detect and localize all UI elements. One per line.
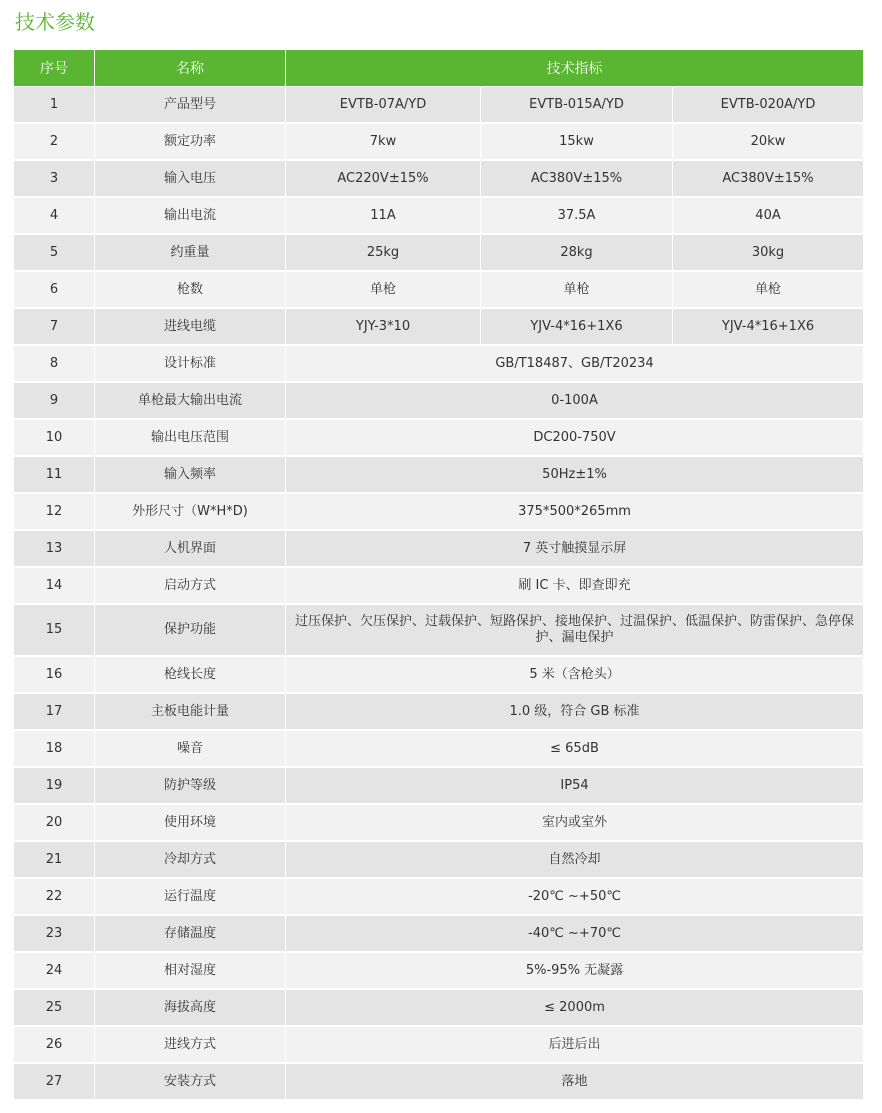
row-name-cell: 约重量 <box>95 235 286 272</box>
table-row <box>14 531 863 568</box>
row-name-cell: 人机界面 <box>95 531 286 568</box>
row-name-cell: 设计标准 <box>95 346 286 383</box>
spec-table <box>14 50 863 1101</box>
row-value-cell: 5 米（含枪头） <box>286 657 863 694</box>
row-value-cell: 落地 <box>286 1064 863 1101</box>
row-number-cell: 16 <box>14 657 95 694</box>
table-row <box>14 272 863 309</box>
row-value-cell: 20kw <box>673 124 863 161</box>
row-number-cell: 25 <box>14 990 95 1027</box>
row-name-cell: 冷却方式 <box>95 842 286 879</box>
row-value-cell: 单枪 <box>481 272 673 309</box>
row-value-cell: 0-100A <box>286 383 863 420</box>
row-value-cell: 11A <box>286 198 481 235</box>
row-value-cell: 5%-95% 无凝露 <box>286 953 863 990</box>
row-number-cell: 23 <box>14 916 95 953</box>
row-value-cell: 28kg <box>481 235 673 272</box>
table-row <box>14 420 863 457</box>
header-no: 序号 <box>14 50 95 87</box>
row-name-cell: 启动方式 <box>95 568 286 605</box>
row-number-cell: 6 <box>14 272 95 309</box>
row-name-cell: 主板电能计量 <box>95 694 286 731</box>
row-number-cell: 3 <box>14 161 95 198</box>
row-number-cell: 26 <box>14 1027 95 1064</box>
header-spec: 技术指标 <box>286 50 863 87</box>
table-header-row <box>14 50 863 87</box>
table-row <box>14 235 863 272</box>
table-row <box>14 494 863 531</box>
row-name-cell: 防护等级 <box>95 768 286 805</box>
row-name-cell: 海拔高度 <box>95 990 286 1027</box>
row-value-cell: GB/T18487、GB/T20234 <box>286 346 863 383</box>
row-number-cell: 19 <box>14 768 95 805</box>
row-value-cell: 25kg <box>286 235 481 272</box>
row-number-cell: 22 <box>14 879 95 916</box>
row-value-cell: YJY-3*10 <box>286 309 481 346</box>
row-value-cell: 7kw <box>286 124 481 161</box>
table-row <box>14 990 863 1027</box>
row-number-cell: 2 <box>14 124 95 161</box>
row-value-cell: ≤ 65dB <box>286 731 863 768</box>
row-value-cell: -20℃ ~+50℃ <box>286 879 863 916</box>
row-value-cell: 自然冷却 <box>286 842 863 879</box>
table-row <box>14 87 863 124</box>
row-name-cell: 输入电压 <box>95 161 286 198</box>
row-name-cell: 噪音 <box>95 731 286 768</box>
row-value-cell: AC380V±15% <box>481 161 673 198</box>
table-row <box>14 842 863 879</box>
table-row <box>14 805 863 842</box>
table-row <box>14 768 863 805</box>
table-row <box>14 694 863 731</box>
row-name-cell: 额定功率 <box>95 124 286 161</box>
header-name: 名称 <box>95 50 286 87</box>
table-row <box>14 605 863 657</box>
row-number-cell: 18 <box>14 731 95 768</box>
row-value-cell: 30kg <box>673 235 863 272</box>
row-number-cell: 1 <box>14 87 95 124</box>
row-name-cell: 相对湿度 <box>95 953 286 990</box>
row-value-cell: ≤ 2000m <box>286 990 863 1027</box>
row-number-cell: 21 <box>14 842 95 879</box>
row-number-cell: 4 <box>14 198 95 235</box>
row-value-cell: 刷 IC 卡、即查即充 <box>286 568 863 605</box>
row-name-cell: 枪数 <box>95 272 286 309</box>
row-value-cell: 375*500*265mm <box>286 494 863 531</box>
row-value-cell: 1.0 级，符合 GB 标准 <box>286 694 863 731</box>
row-number-cell: 15 <box>14 605 95 657</box>
table-row <box>14 879 863 916</box>
table-row <box>14 124 863 161</box>
row-value-cell: YJV-4*16+1X6 <box>673 309 863 346</box>
row-value-cell: 40A <box>673 198 863 235</box>
page-title: 技术参数 <box>15 10 95 34</box>
row-name-cell: 输出电流 <box>95 198 286 235</box>
row-number-cell: 12 <box>14 494 95 531</box>
row-name-cell: 进线电缆 <box>95 309 286 346</box>
table-row <box>14 657 863 694</box>
row-name-cell: 输出电压范围 <box>95 420 286 457</box>
row-name-cell: 保护功能 <box>95 605 286 657</box>
table-row <box>14 346 863 383</box>
row-value-cell: AC220V±15% <box>286 161 481 198</box>
row-number-cell: 11 <box>14 457 95 494</box>
row-number-cell: 10 <box>14 420 95 457</box>
row-value-cell: 单枪 <box>673 272 863 309</box>
row-value-cell: 过压保护、欠压保护、过载保护、短路保护、接地保护、过温保护、低温保护、防雷保护、急停保护、漏电保护 <box>286 605 863 657</box>
table-row <box>14 457 863 494</box>
table-row <box>14 161 863 198</box>
row-value-cell: AC380V±15% <box>673 161 863 198</box>
row-number-cell: 14 <box>14 568 95 605</box>
row-value-cell: 15kw <box>481 124 673 161</box>
row-value-cell: IP54 <box>286 768 863 805</box>
row-value-cell: 7 英寸触摸显示屏 <box>286 531 863 568</box>
row-name-cell: 安装方式 <box>95 1064 286 1101</box>
table-row <box>14 916 863 953</box>
row-number-cell: 13 <box>14 531 95 568</box>
row-name-cell: 输入频率 <box>95 457 286 494</box>
table-row <box>14 731 863 768</box>
row-number-cell: 24 <box>14 953 95 990</box>
row-value-cell: 50Hz±1% <box>286 457 863 494</box>
row-number-cell: 20 <box>14 805 95 842</box>
table-row <box>14 383 863 420</box>
row-name-cell: 运行温度 <box>95 879 286 916</box>
table-row <box>14 953 863 990</box>
row-name-cell: 存储温度 <box>95 916 286 953</box>
table-row <box>14 1027 863 1064</box>
row-name-cell: 外形尺寸（W*H*D) <box>95 494 286 531</box>
row-number-cell: 8 <box>14 346 95 383</box>
row-number-cell: 9 <box>14 383 95 420</box>
row-value-cell: YJV-4*16+1X6 <box>481 309 673 346</box>
row-name-cell: 使用环境 <box>95 805 286 842</box>
row-value-cell: 37.5A <box>481 198 673 235</box>
row-value-cell: EVTB-020A/YD <box>673 87 863 124</box>
row-name-cell: 单枪最大输出电流 <box>95 383 286 420</box>
row-number-cell: 27 <box>14 1064 95 1101</box>
row-value-cell: 室内或室外 <box>286 805 863 842</box>
row-number-cell: 7 <box>14 309 95 346</box>
table-row <box>14 309 863 346</box>
row-value-cell: EVTB-015A/YD <box>481 87 673 124</box>
row-value-cell: EVTB-07A/YD <box>286 87 481 124</box>
row-name-cell: 枪线长度 <box>95 657 286 694</box>
row-value-cell: -40℃ ~+70℃ <box>286 916 863 953</box>
row-value-cell: 后进后出 <box>286 1027 863 1064</box>
row-number-cell: 5 <box>14 235 95 272</box>
row-number-cell: 17 <box>14 694 95 731</box>
row-value-cell: DC200-750V <box>286 420 863 457</box>
row-value-cell: 单枪 <box>286 272 481 309</box>
row-name-cell: 产品型号 <box>95 87 286 124</box>
row-name-cell: 进线方式 <box>95 1027 286 1064</box>
table-row <box>14 568 863 605</box>
table-row <box>14 1064 863 1101</box>
table-row <box>14 198 863 235</box>
